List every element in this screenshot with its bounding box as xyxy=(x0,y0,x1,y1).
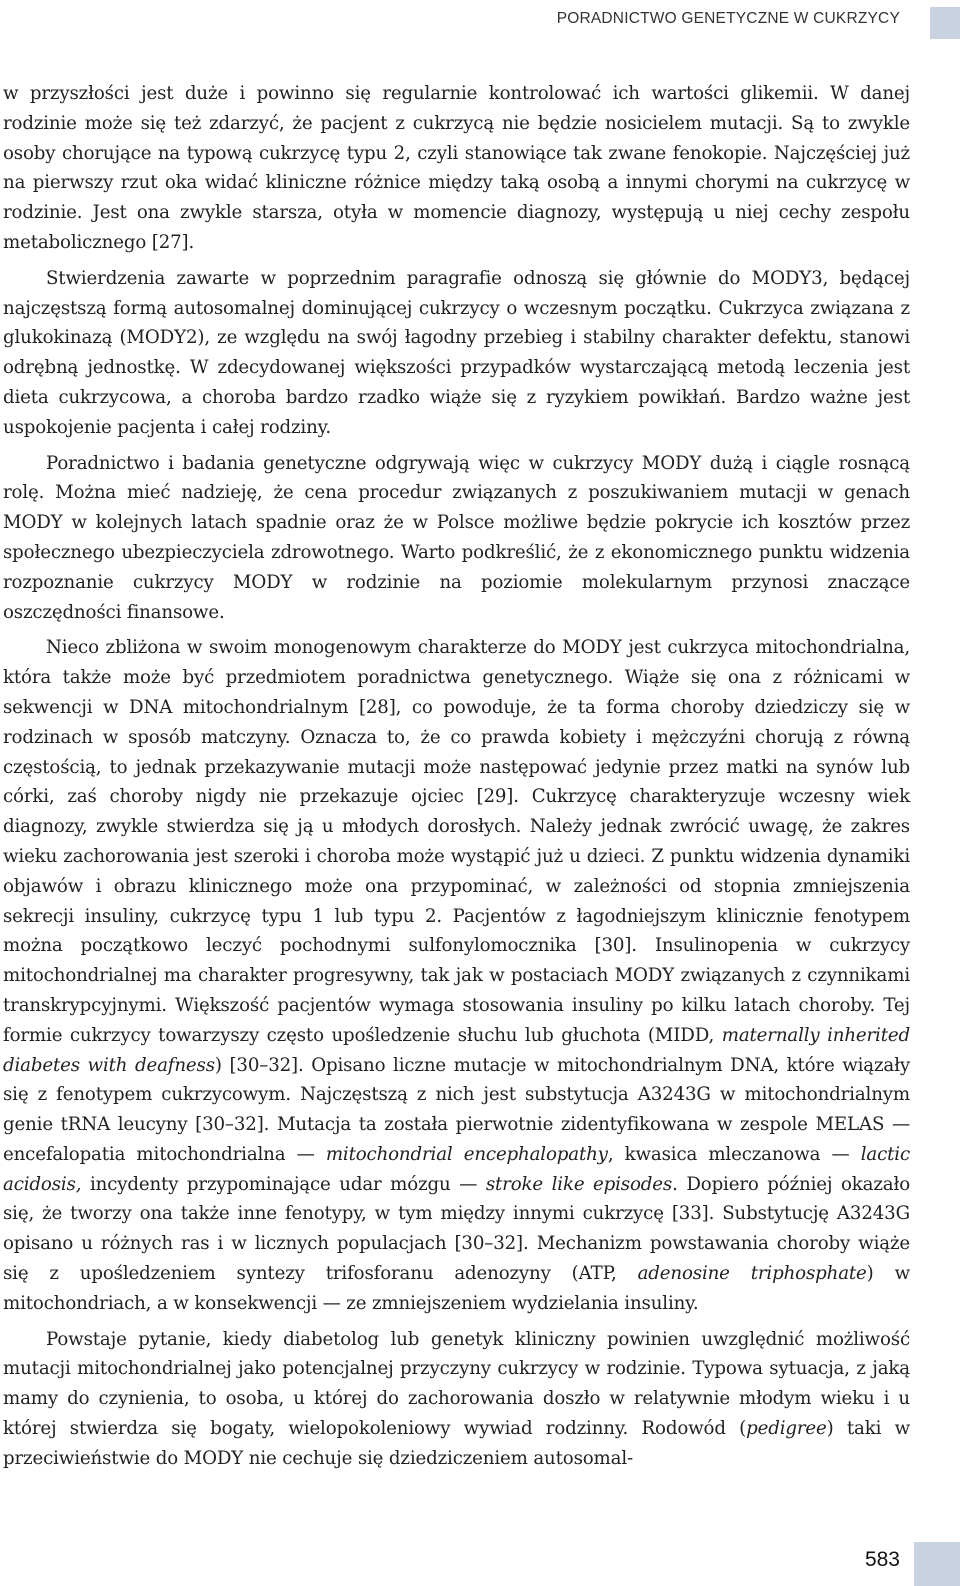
paragraph xyxy=(3,633,910,1318)
text-run: ) [30–32]. Opisano liczne mutacje w mitochondrialnym DNA, które wiązały się z fenotypem cukrzycowym. Najczęstszą z nich jest substytucja A3243G w mitochondrialnym genie tRNA leucyny [30–32]. Mutacja ta została pierwotnie zidentyfikowana w zespole MELAS — encefalopatia mitochondrialna — xyxy=(3,1054,910,1165)
italic-term: pedigree xyxy=(746,1418,827,1440)
paragraph xyxy=(3,449,910,628)
page-number: 583 xyxy=(864,1548,900,1571)
text-run: incydenty przypominające udar mózgu — xyxy=(81,1173,486,1195)
italic-term: stroke like episodes xyxy=(485,1173,673,1195)
text-run: Stwierdzenia zawarte w poprzednim paragrafie odnoszą się głównie do MODY3, będącej najczęstszą formą autosomalnej dominującej cukrzycy o wczesnym początku. Cukrzyca związana z glukokinazą (MODY2), ze względu na swój łagodny przebieg i stabilny charakter defektu, stanowi odrębną jednostkę. W zdecydowanej większości przypadków wystarczającą metodą leczenia jest dieta cukrzycowa, a choroba bardzo rzadko wiąże się z ryzykiem powikłań. Bardzo ważne jest uspokojenie pacjenta i całej rodziny. xyxy=(3,267,910,438)
header-color-tab xyxy=(930,7,960,39)
italic-term: maternally inherited diabetes with deafness xyxy=(3,1024,910,1076)
paragraph xyxy=(3,264,910,443)
article-body xyxy=(3,79,910,1480)
text-run: Powstaje pytanie, kiedy diabetolog lub genetyk kliniczny powinien uwzględnić możliwość mutacji mitochondrialnej jako potencjalnej przyczyny cukrzycy w rodzinie. Typowa sytuacja, z jaką mamy do czynienia, to osoba, u której do zachorowania doszło w relatywnie młodym wieku i u której stwierdza się bogaty, wielopokoleniowy wywiad rodzinny. Rodowód ( xyxy=(3,1328,910,1440)
running-title: PORADNICTWO GENETYCZNE W CUKRZYCY xyxy=(556,10,900,27)
text-run: Poradnictwo i badania genetyczne odgrywają więc w cukrzycy MODY dużą i ciągle rosnącą rolę. Można mieć nadzieję, że cena procedur związanych z poszukiwaniem mutacji w genach MODY w kolejnych latach spadnie oraz że w Polsce możliwe będzie pokrycie ich kosztów przez społecznego ubezpieczyciela zdrowotnego. Warto podkreślić, że z ekonomicznego punktu widzenia rozpoznanie cukrzycy MODY w rodzinie na poziomie molekularnym przynosi znaczące oszczędności finansowe. xyxy=(3,452,910,623)
paragraph xyxy=(3,79,910,258)
paragraph xyxy=(3,1325,910,1474)
text-run: ) w mitochondriach, a w konsekwencji — ze zmniejszeniem wydzielania insuliny. xyxy=(3,1263,910,1314)
text-run: . Dopiero później okazało się, że tworzy ona także inne fenotypy, w tym między innymi cukrzycę [33]. Substytucję A3243G opisano u różnych ras i w licznych populacjach [30–32]. Mechanizm powstawania choroby wiąże się z upośledzeniem syntezy trifosforanu adenozyny (ATP, xyxy=(3,1173,911,1285)
italic-term: adenosine triphosphate xyxy=(637,1263,867,1285)
footer-color-tab xyxy=(914,1542,960,1586)
text-run: , kwasica mleczanowa — xyxy=(607,1143,861,1165)
text-run: Nieco zbliżona w swoim monogenowym charakterze do MODY jest cukrzyca mitochondrialna, która także może być przedmiotem poradnictwa genetycznego. Wiąże się ona z różnicami w sekwencji w DNA mitochondrialnym [28], co powoduje, że ta forma choroby dziedziczy się w rodzinach w sposób matczyny. Oznacza to, że co prawda kobiety i mężczyźni chorują z równą częstością, to jednak przekazywanie mutacji może następować jedynie przez matki na synów lub córki, zaś choroby nigdy nie przekazuje ojciec [29]. Cukrzycę charakteryzuje wczesny wiek diagnozy, zwykle stwierdza się ją u młodych dorosłych. Należy jednak zwrócić uwagę, że zakres wieku zachorowania jest szeroki i choroba może wystąpić już u dzieci. Z punktu widzenia dynamiki objawów i obrazu klinicznego może ona przypominać, w zależności od stopnia zmniejszenia sekrecji insuliny, cukrzycę typu 1 lub typu 2. Pacjentów z łagodniejszym klinicznie fenotypem można początkowo leczyć pochodnymi sulfonylomocznika [30]. Insulinopenia w cukrzycy mitochondrialnej ma charakter progresywny, tak jak w postaciach MODY związanych z czynnikami transkrypcyjnymi. Większość pacjentów wymaga stosowania insuliny po kilku latach choroby. Tej formie cukrzycy towarzyszy często upośledzenie słuchu lub głuchota (MIDD, xyxy=(3,637,910,1046)
text-run: w przyszłości jest duże i powinno się regularnie kontrolować ich wartości glikemii. W danej rodzinie może się też zdarzyć, że pacjent z cukrzycą nie będzie nosicielem mutacji. Są to zwykle osoby chorujące na typową cukrzycę typu 2, czyli stanowiące tak zwane fenokopie. Najczęściej już na pierwszy rzut oka widać kliniczne różnice między taką osobą a innymi chorymi na cukrzycę w rodzinie. Jest ona zwykle starsza, otyła w momencie diagnozy, występują u niej cechy zespołu metabolicznego [27]. xyxy=(3,83,910,253)
italic-term: mitochondrial encephalopathy xyxy=(325,1143,608,1165)
italic-term: lactic acidosis, xyxy=(3,1143,910,1195)
text-run: ) taki w przeciwieństwie do MODY nie cechuje się dziedziczeniem autosomal- xyxy=(3,1418,910,1469)
